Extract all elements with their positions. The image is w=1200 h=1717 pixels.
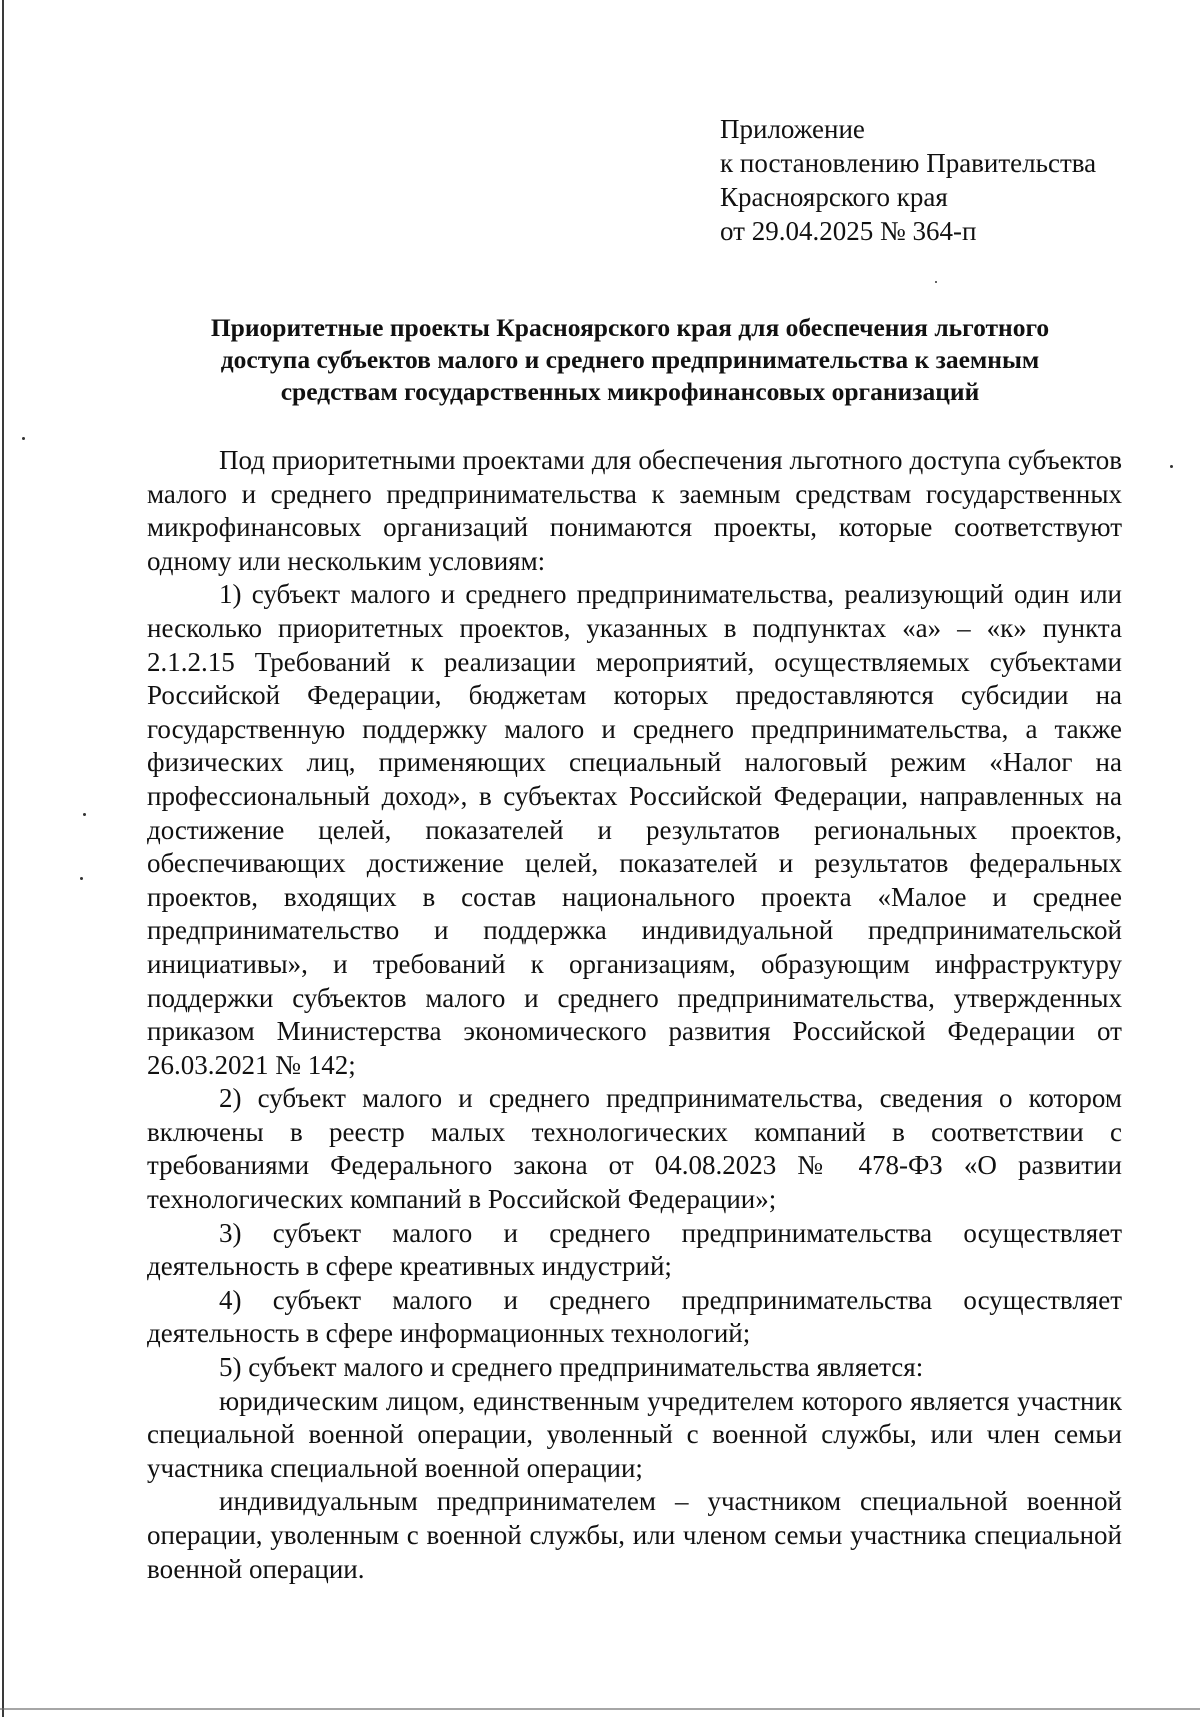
scan-left-edge bbox=[2, 0, 4, 1717]
document-title bbox=[140, 312, 1120, 408]
condition-item-4: 4) субъект малого и среднего предпринимательства осуществляет деятельность в сфере информационных технологий; bbox=[147, 1284, 1122, 1349]
condition-item-1: 1) субъект малого и среднего предпринимательства, реализующий один или несколько приоритетных проектов, указанных в подпунктах «а» – «к» пункта 2.1.2.15 Требований к реализации мероприятий, осуществляемых субъектами Российской Федерации, бюджетам которых предоставляются субсидии на государственную поддержку малого и среднего предпринимательства, а также физических лиц, применяющих специальный налоговый режим «Налог на профессиональный доход», в субъектах Российской Федерации, направленных на достижение целей, показателей и результатов региональных проектов, обеспечивающих достижение целей, показателей и результатов федеральных проектов, входящих в состав национального проекта «Малое и среднее предпринимательство и поддержка индивидуальной предпринимательской инициативы», и требований к организациям, образующим инфраструктуру поддержки субъектов малого и среднего предпринимательства, утвержденных приказом Министерства экономического развития Российской Федерации от 26.03.2021 № 142; bbox=[147, 579, 1122, 1080]
appendix-date-number: от 29.04.2025 № 364-п bbox=[720, 216, 977, 246]
condition-item-5-subclause: юридическим лицом, единственным учредителем которого является участник специальной военной операции, уволенный с военной службы, или член семьи участника специальной военной операции; bbox=[147, 1385, 1122, 1483]
title-line: доступа субъектов малого и среднего предпринимательства к заемным bbox=[220, 345, 1040, 374]
condition-item-5-subclause: индивидуальным предпринимателем – участником специальной военной операции, уволенным с военной службы, или членом семьи участника специальной военной операции. bbox=[147, 1486, 1122, 1584]
appendix-line: к постановлению Правительства bbox=[720, 148, 1097, 178]
intro-paragraph: Под приоритетными проектами для обеспечения льготного доступа субъектов малого и среднего предпринимательства к заемным средствам государственных микрофинансовых организаций понимаются проекты, которые соответствуют одному или нескольким условиям: bbox=[147, 445, 1122, 576]
title-line: средствам государственных микрофинансовых организаций bbox=[280, 377, 980, 406]
appendix-line: Приложение bbox=[720, 114, 865, 144]
condition-item-5: 5) субъект малого и среднего предпринимательства является: bbox=[219, 1352, 924, 1383]
scan-speck bbox=[83, 813, 86, 816]
scan-speck bbox=[80, 877, 83, 880]
scan-speck bbox=[1170, 465, 1173, 468]
document-body bbox=[147, 444, 1122, 1586]
title-line: Приоритетные проекты Красноярского края для обеспечения льготного bbox=[210, 313, 1050, 342]
scan-speck bbox=[935, 281, 937, 283]
scan-speck bbox=[22, 437, 25, 440]
scan-bottom-edge bbox=[0, 1708, 1200, 1710]
condition-item-2: 2) субъект малого и среднего предпринимательства, сведения о котором включены в реестр малых технологических компаний в соответствии с требованиями Федерального закона от 04.08.2023 № 478-ФЗ «О развитии технологических компаний в Российской Федерации»; bbox=[147, 1083, 1122, 1215]
appendix-line: Красноярского края bbox=[720, 182, 948, 212]
condition-item-3: 3) субъект малого и среднего предпринимательства осуществляет деятельность в сфере креативных индустрий; bbox=[147, 1217, 1122, 1282]
appendix-header bbox=[720, 112, 1160, 248]
